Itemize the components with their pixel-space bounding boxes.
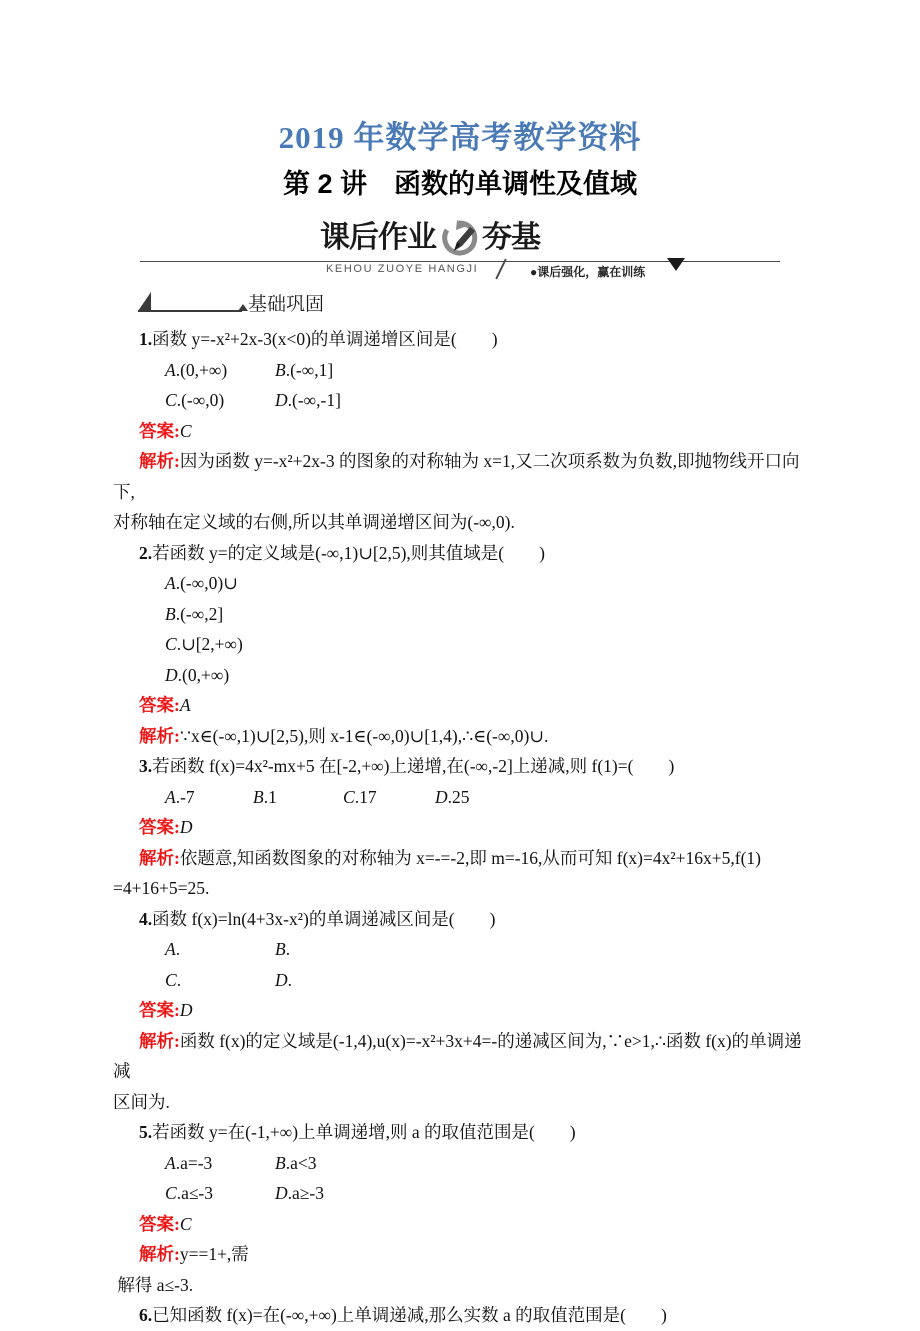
question-number: 6. <box>139 1305 153 1325</box>
option-row <box>113 782 813 813</box>
option-choice[interactable]: B.1 <box>253 786 277 807</box>
option-row <box>113 568 813 599</box>
option-choice[interactable]: D. <box>275 969 293 990</box>
analysis-line <box>113 1026 813 1087</box>
analysis-text: ∵x∈(-∞,1)∪[2,5),则 x-1∈(-∞,0)∪[1,4),∴∈(-∞,0)∪. <box>179 725 549 746</box>
answer-label: 答案: <box>139 1000 180 1020</box>
answer-value: C <box>179 420 192 441</box>
analysis-line <box>113 873 813 904</box>
question-stem <box>113 904 813 935</box>
answer-value: A <box>179 695 191 715</box>
analysis-text: =4+16+5=25. <box>113 878 210 898</box>
answer-line <box>113 416 813 447</box>
option-choice[interactable]: A.(0,+∞) <box>165 359 228 380</box>
option-choice[interactable]: A.-7 <box>165 786 195 807</box>
analysis-line <box>113 1239 813 1270</box>
analysis-line <box>113 721 813 752</box>
question-item <box>113 538 813 752</box>
section-rule <box>138 310 242 312</box>
option-row <box>113 599 813 630</box>
option-row <box>113 934 813 965</box>
answer-value: D <box>179 1000 193 1020</box>
question-stem-text: 若函数 y=的定义域是(-∞,1)∪[2,5),则其值域是( ) <box>152 542 545 563</box>
section-mark-icon <box>138 292 151 311</box>
question-number: 3. <box>139 756 153 776</box>
analysis-text: y==1+,需 <box>179 1244 249 1264</box>
option-row <box>113 629 813 660</box>
question-stem-text: 函数 y=-x²+2x-3(x<0)的单调递增区间是( ) <box>152 329 498 349</box>
banner-title-row <box>320 218 540 258</box>
analysis-label: 解析: <box>139 847 180 868</box>
answer-line <box>113 812 813 843</box>
analysis-label: 解析: <box>139 1030 180 1051</box>
analysis-line <box>113 1270 813 1301</box>
option-choice[interactable]: D.(0,+∞) <box>165 664 230 685</box>
question-stem-text: 已知函数 f(x)=在(-∞,+∞)上单调递减,那么实数 a 的取值范围是( ) <box>152 1305 667 1325</box>
option-choice[interactable]: C.17 <box>343 786 377 807</box>
question-item <box>113 324 813 538</box>
option-choice[interactable]: D.(-∞,-1] <box>275 390 341 410</box>
option-choice[interactable]: B. <box>275 939 291 959</box>
analysis-label: 解析: <box>139 725 180 746</box>
answer-value: C <box>179 1213 192 1234</box>
question-stem <box>113 538 813 569</box>
analysis-text: 解得 a≤-3. <box>113 1274 194 1295</box>
option-row <box>113 965 813 996</box>
option-choice[interactable]: B.(-∞,1] <box>275 359 334 380</box>
question-stem <box>113 1117 813 1148</box>
analysis-line <box>113 507 813 538</box>
option-choice[interactable]: A.(-∞,0)∪ <box>165 573 238 593</box>
option-choice[interactable]: B.a<3 <box>275 1152 317 1173</box>
answer-label: 答案: <box>139 695 180 715</box>
option-choice[interactable]: C.∪[2,+∞) <box>165 634 243 654</box>
question-stem <box>113 324 813 355</box>
analysis-line <box>113 843 813 874</box>
answer-value: D <box>179 817 193 837</box>
question-number: 5. <box>139 1122 153 1142</box>
question-stem <box>113 751 813 782</box>
answer-label: 答案: <box>139 420 180 441</box>
answer-line <box>113 1209 813 1240</box>
question-number: 1. <box>139 329 153 349</box>
question-item <box>113 751 813 904</box>
section-heading-label: 基础巩固 <box>248 294 325 315</box>
section-heading <box>138 292 538 318</box>
question-stem-text: 若函数 f(x)=4x²-mx+5 在[-2,+∞)上递增,在(-∞,-2]上递减,则 f(1)=( ) <box>152 756 675 776</box>
option-row <box>113 1148 813 1179</box>
answer-label: 答案: <box>139 1213 180 1234</box>
option-choice[interactable]: D.a≥-3 <box>275 1183 324 1203</box>
question-number: 4. <box>139 908 153 929</box>
option-row <box>113 1178 813 1209</box>
analysis-label: 解析: <box>139 451 180 471</box>
option-choice[interactable]: C.(-∞,0) <box>165 390 225 410</box>
question-number: 2. <box>139 542 153 563</box>
option-choice[interactable]: B.(-∞,2] <box>165 603 224 624</box>
answer-line <box>113 995 813 1026</box>
option-choice[interactable]: C. <box>165 969 182 990</box>
option-row <box>113 385 813 416</box>
option-choice[interactable]: A.a=-3 <box>165 1152 213 1173</box>
answer-line <box>113 690 813 721</box>
banner-sub-label: 夯基 <box>482 221 540 254</box>
question-item <box>113 1300 813 1331</box>
analysis-text: 依题意,知函数图象的对称轴为 x=-=-2,即 m=-16,从而可知 f(x)=4x²+16x+5,f(1) <box>179 847 761 868</box>
option-row <box>113 660 813 691</box>
analysis-label: 解析: <box>139 1244 180 1264</box>
question-item <box>113 1117 813 1300</box>
analysis-text: 函数 f(x)的定义域是(-1,4),u(x)=-x²+3x+4=-的递减区间为,∵e>1,∴函数 f(x)的单调递减 <box>113 1030 802 1081</box>
answer-label: 答案: <box>139 817 180 837</box>
document-watermark-title: 2019 年数学高考教学资料 <box>278 120 642 155</box>
analysis-text: 区间为. <box>113 1091 170 1112</box>
question-stem-text: 若函数 y=在(-1,+∞)上单调递增,则 a 的取值范围是( ) <box>152 1122 576 1142</box>
question-stem <box>113 1300 813 1331</box>
question-stem-text: 函数 f(x)=ln(4+3x-x²)的单调递减区间是( ) <box>152 908 496 929</box>
analysis-text: 因为函数 y=-x²+2x-3 的图象的对称轴为 x=1,又二次项系数为负数,即抛物线开口向下, <box>113 451 800 502</box>
option-row <box>113 355 813 386</box>
section-arrow-icon <box>238 304 248 311</box>
option-choice[interactable]: A. <box>165 939 181 959</box>
analysis-line <box>113 1087 813 1118</box>
option-choice[interactable]: D.25 <box>435 786 470 807</box>
question-item <box>113 904 813 1118</box>
banner-tagline: ●课后强化，赢在训练 <box>530 265 646 279</box>
banner-pinyin-label: KEHOU ZUOYE HANGJI <box>326 263 479 275</box>
analysis-text: 对称轴在定义域的右侧,所以其单调递增区间为(-∞,0). <box>113 512 515 532</box>
exercise-list <box>113 324 813 1331</box>
triangle-marker-icon <box>667 258 685 271</box>
page-title: 第 2 讲 函数的单调性及值域 <box>282 169 638 199</box>
pencil-refresh-icon <box>439 218 479 258</box>
option-choice[interactable]: C.a≤-3 <box>165 1183 214 1203</box>
banner-main-label: 课后作业 <box>320 221 436 254</box>
analysis-line <box>113 446 813 507</box>
section-banner <box>140 218 780 280</box>
